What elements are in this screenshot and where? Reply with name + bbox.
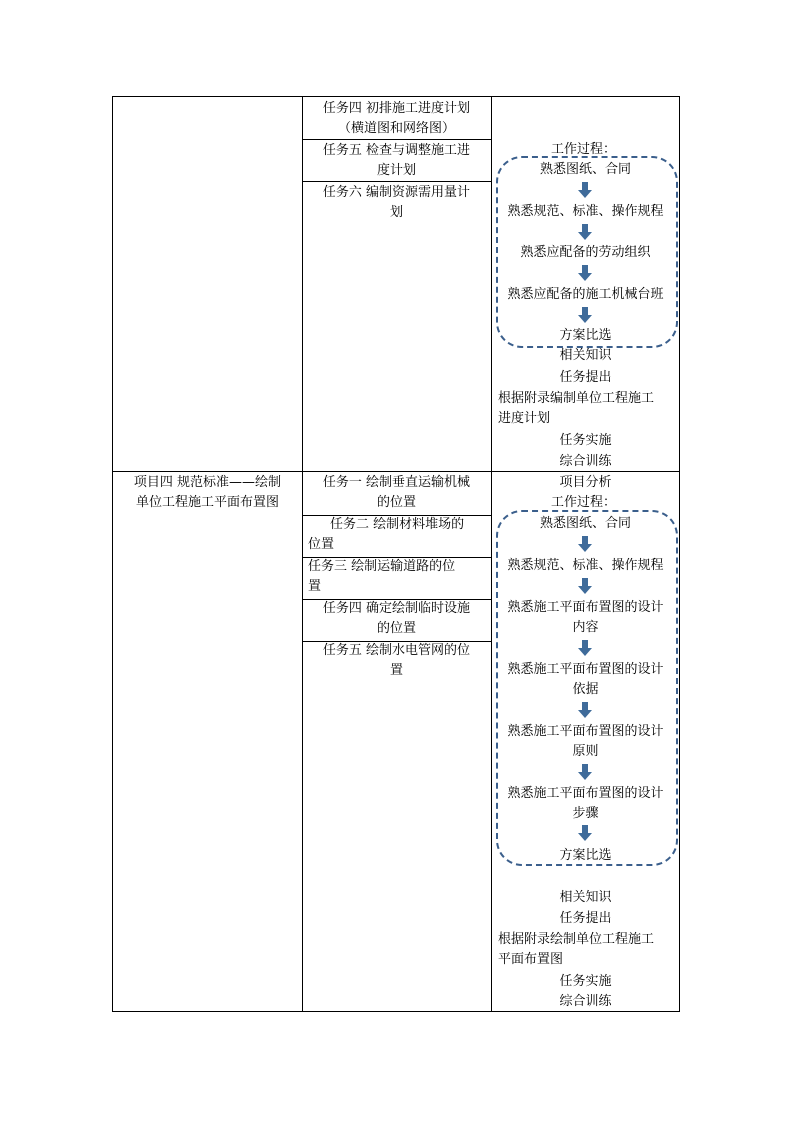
flow-step: 熟悉施工平面布置图的设计 (507, 662, 664, 677)
down-arrow-icon (578, 578, 592, 594)
down-arrow-icon (578, 825, 592, 841)
basis-text: 平面布置图 (498, 952, 564, 967)
flow-step: 熟悉应配备的施工机械台班 (507, 287, 664, 302)
down-arrow-icon (578, 764, 592, 780)
flow-step: 方案比选 (559, 848, 612, 863)
task-implementation: 任务实施 (559, 433, 612, 448)
down-arrow-icon (578, 182, 592, 198)
flow-step: 方案比选 (559, 328, 612, 343)
comprehensive-training: 综合训练 (559, 994, 612, 1009)
task-line: 任务六 编制资源需用量计 (322, 185, 471, 200)
task-line: 任务五 绘制水电管网的位 (322, 643, 471, 658)
task-line: 任务四 初排施工进度计划 (322, 101, 471, 116)
project-title: 项目四 规范标准——绘制 (133, 475, 282, 490)
task-line: （横道图和网络图） (337, 121, 455, 136)
flow-step: 步骤 (572, 806, 599, 821)
task-line: 置 (389, 663, 403, 678)
comprehensive-training: 综合训练 (559, 454, 612, 469)
related-knowledge: 相关知识 (559, 890, 612, 905)
flow-step: 熟悉施工平面布置图的设计 (507, 724, 664, 739)
flow-step: 熟悉规范、标准、操作规程 (507, 204, 664, 219)
task-line: 任务一 绘制垂直运输机械 (322, 475, 471, 490)
flow-step: 内容 (572, 620, 599, 635)
down-arrow-icon (578, 536, 592, 552)
column-divider-1 (302, 97, 303, 1011)
down-arrow-icon (578, 640, 592, 656)
task-separator (302, 181, 491, 182)
down-arrow-icon (578, 224, 592, 240)
flow-step: 依据 (572, 682, 599, 697)
flow-step: 熟悉应配备的劳动组织 (520, 245, 651, 260)
flow-step: 熟悉施工平面布置图的设计 (507, 600, 664, 615)
process-title: 工作过程： (551, 495, 617, 510)
task-raise: 任务提出 (559, 911, 612, 926)
task-line: 划 (389, 205, 403, 220)
flow-step: 熟悉规范、标准、操作规程 (507, 558, 664, 573)
project-title: 单位工程施工平面布置图 (135, 495, 279, 510)
basis-text: 进度计划 (498, 411, 551, 426)
flow-step: 熟悉图纸、合同 (539, 162, 631, 177)
task-line: 置 (308, 579, 322, 594)
task-raise: 任务提出 (559, 370, 612, 385)
task-line: 任务三 绘制运输道路的位 (308, 559, 456, 574)
flow-step: 熟悉施工平面布置图的设计 (507, 786, 664, 801)
down-arrow-icon (578, 265, 592, 281)
task-separator (302, 139, 491, 140)
task-line: 的位置 (376, 621, 416, 636)
column-divider-2 (491, 97, 492, 1011)
task-line: 任务四 确定绘制临时设施 (322, 601, 471, 616)
basis-text: 根据附录绘制单位工程施工 (498, 932, 655, 947)
basis-text: 根据附录编制单位工程施工 (498, 391, 655, 406)
task-implementation: 任务实施 (559, 974, 612, 989)
process-title: 工作过程： (551, 142, 617, 157)
down-arrow-icon (578, 307, 592, 323)
flow-step: 原则 (572, 744, 599, 759)
project-analysis: 项目分析 (559, 475, 612, 490)
down-arrow-icon (578, 702, 592, 718)
task-line: 位置 (308, 537, 335, 552)
task-line: 度计划 (376, 163, 416, 178)
task-line: 任务五 检查与调整施工进 (322, 143, 471, 158)
related-knowledge: 相关知识 (559, 348, 612, 363)
task-line: 任务二 绘制材料堆场的 (330, 517, 465, 532)
flow-step: 熟悉图纸、合同 (539, 516, 631, 531)
task-line: 的位置 (376, 495, 416, 510)
